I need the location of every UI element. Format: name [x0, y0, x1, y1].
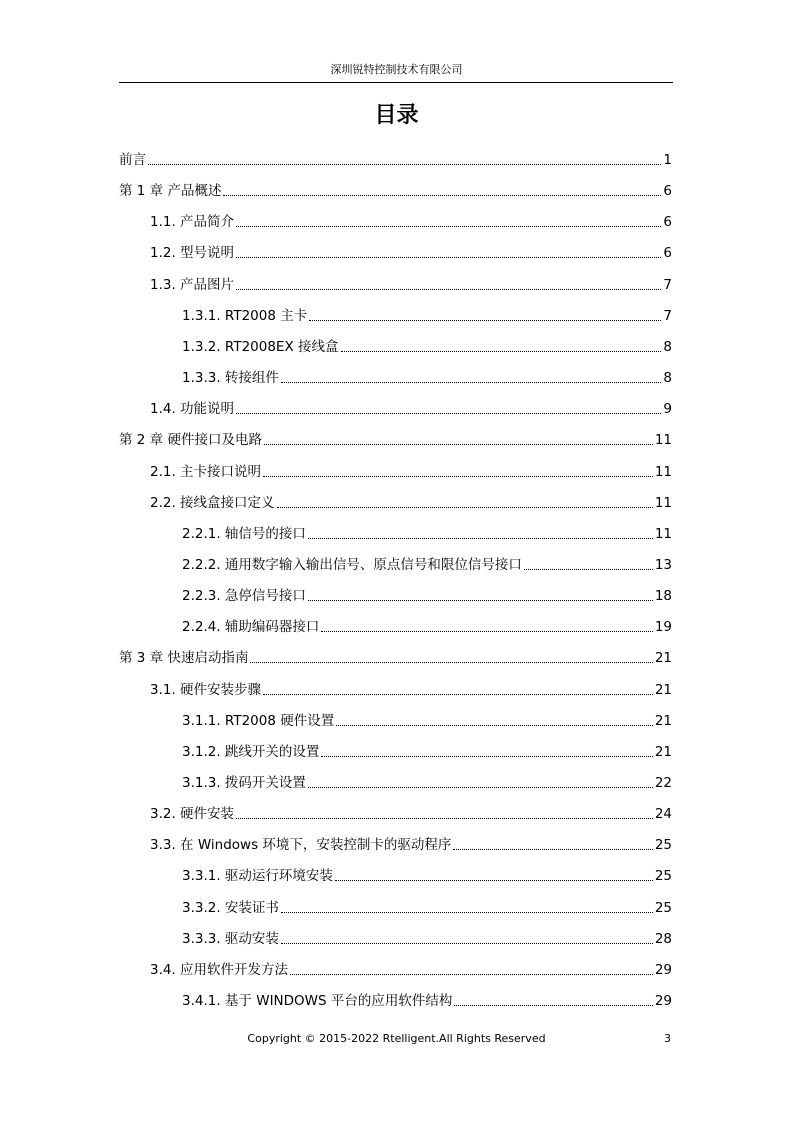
- toc-entry-page: 25: [654, 899, 672, 916]
- toc-entry-page: 11: [654, 463, 672, 480]
- toc-entry[interactable]: [150, 801, 672, 823]
- toc-entry[interactable]: [119, 178, 672, 200]
- toc-entry[interactable]: [182, 988, 672, 1010]
- toc-entry[interactable]: [150, 459, 672, 481]
- toc-dot-leader: [277, 507, 653, 508]
- toc-dot-leader: [263, 476, 653, 477]
- toc-entry[interactable]: [150, 272, 672, 294]
- toc-entry-page: 9: [663, 401, 672, 418]
- toc-entry-page: 6: [663, 245, 672, 262]
- toc-entry[interactable]: [182, 365, 672, 387]
- toc-entry-label: 1.2. 型号说明: [150, 245, 235, 262]
- toc-entry[interactable]: [182, 863, 672, 885]
- toc-entry[interactable]: [182, 895, 672, 917]
- toc-entry[interactable]: [150, 209, 672, 231]
- toc-entry-label: 2.2. 接线盒接口定义: [150, 494, 275, 511]
- toc-entry-page: 13: [654, 556, 672, 573]
- toc-entry-page: 21: [654, 681, 672, 698]
- toc-entry-page: 18: [654, 588, 672, 605]
- toc-entry-label: 2.2.1. 轴信号的接口: [182, 525, 306, 542]
- toc-entry-page: 21: [654, 712, 672, 729]
- toc-entry-page: 19: [654, 619, 672, 636]
- toc-dot-leader: [148, 164, 661, 165]
- toc-entry-label: 3.1. 硬件安装步骤: [150, 681, 262, 698]
- toc-entry-label: 2.2.3. 急停信号接口: [182, 588, 306, 605]
- toc-entry[interactable]: [150, 490, 672, 512]
- toc-entry-page: 11: [654, 494, 672, 511]
- toc-dot-leader: [335, 880, 653, 881]
- toc-dot-leader: [308, 787, 653, 788]
- toc-entry[interactable]: [119, 645, 672, 667]
- toc-entry[interactable]: [182, 303, 672, 325]
- toc-entry-label: 3.1.3. 拨码开关设置: [182, 775, 306, 791]
- toc-entry-page: 11: [654, 525, 672, 542]
- toc-entry-label: 3.4. 应用软件开发方法: [150, 961, 289, 978]
- toc-dot-leader: [281, 943, 653, 944]
- toc-entry[interactable]: [182, 552, 672, 574]
- toc-entry[interactable]: [119, 147, 672, 169]
- toc-entry-label: 3.1.1. RT2008 硬件设置: [182, 712, 335, 729]
- toc-entry-label: 3.2. 硬件安装: [150, 806, 235, 823]
- toc-entry-label: 3.3.1. 驱动运行环境安装: [182, 868, 333, 885]
- toc-dot-leader: [250, 662, 652, 663]
- toc-entry[interactable]: [182, 614, 672, 636]
- toc-entry-page: 25: [654, 837, 672, 854]
- toc-entry-label: 2.2.2. 通用数字输入输出信号、原点信号和限位信号接口: [182, 556, 522, 573]
- toc-entry[interactable]: [119, 427, 672, 449]
- toc-dot-leader: [236, 413, 661, 414]
- toc-entry-label: 3.1.2. 跳线开关的设置: [182, 743, 320, 760]
- toc-dot-leader: [308, 600, 653, 601]
- toc-dot-leader: [263, 694, 653, 695]
- toc-dot-leader: [236, 289, 661, 290]
- toc-entry-page: 6: [663, 214, 672, 231]
- toc-entry[interactable]: [150, 832, 672, 854]
- toc-dot-leader: [309, 320, 661, 321]
- toc-dot-leader: [524, 569, 653, 570]
- toc-entry[interactable]: [182, 770, 672, 792]
- toc-entry-label: 3.4.1. 基于 WINDOWS 平台的应用软件结构: [182, 993, 453, 1010]
- toc-dot-leader: [454, 1005, 652, 1006]
- toc-entry-page: 7: [663, 276, 672, 293]
- toc-entry[interactable]: [182, 334, 672, 356]
- toc-entry-label: 3.3. 在 Windows 环境下，安装控制卡的驱动程序: [150, 837, 452, 854]
- toc-entry-page: 8: [663, 370, 672, 387]
- toc-entry[interactable]: [182, 739, 672, 761]
- toc-dot-leader: [236, 818, 653, 819]
- toc-entry-label: 第 2 章 硬件接口及电路: [119, 432, 262, 449]
- page-header-company: 深圳锐特控制技术有限公司: [330, 63, 463, 76]
- toc-dot-leader: [290, 974, 653, 975]
- toc-entry-label: 2.1. 主卡接口说明: [150, 463, 262, 480]
- toc-entry-page: 1: [663, 152, 672, 168]
- page-number: 3: [664, 1032, 671, 1045]
- toc-entry-page: 6: [663, 183, 672, 200]
- toc-entry-label: 2.2.4. 辅助编码器接口: [182, 619, 320, 636]
- toc-entry-page: 21: [654, 650, 672, 667]
- toc-dot-leader: [281, 382, 661, 383]
- toc-entry-label: 第 3 章 快速启动指南: [119, 650, 249, 667]
- toc-dot-leader: [341, 351, 662, 352]
- toc-dot-leader: [264, 444, 653, 445]
- toc-dot-leader: [236, 226, 661, 227]
- toc-dot-leader: [336, 725, 653, 726]
- toc-entry-page: 25: [654, 868, 672, 885]
- toc-dot-leader: [321, 756, 652, 757]
- toc-entry-label: 1.3.3. 转接组件: [182, 370, 279, 387]
- toc-entry-label: 1.1. 产品简介: [150, 214, 235, 231]
- toc-dot-leader: [236, 257, 661, 258]
- toc-entry[interactable]: [150, 957, 672, 979]
- toc-dot-leader: [281, 912, 653, 913]
- toc-entry-label: 1.3.2. RT2008EX 接线盒: [182, 338, 339, 355]
- toc-entry[interactable]: [182, 708, 672, 730]
- toc-dot-leader: [453, 849, 652, 850]
- toc-entry[interactable]: [182, 926, 672, 948]
- toc-dot-leader: [223, 195, 661, 196]
- toc-dot-leader: [308, 538, 653, 539]
- header-rule: [119, 82, 673, 83]
- toc-entry-page: 29: [654, 961, 672, 978]
- toc-entry-page: 28: [654, 930, 672, 947]
- toc-entry-page: 21: [654, 743, 672, 760]
- toc-entry-label: 1.4. 功能说明: [150, 401, 235, 418]
- toc-entry-page: 22: [654, 775, 672, 791]
- toc-entry-label: 3.3.3. 驱动安装: [182, 930, 279, 947]
- toc-entry[interactable]: [150, 396, 672, 418]
- toc-entry-page: 24: [654, 806, 672, 823]
- toc-entry[interactable]: [182, 583, 672, 605]
- toc-entry-page: 11: [654, 432, 672, 449]
- toc-entry-page: 29: [654, 993, 672, 1010]
- toc-entry[interactable]: [182, 521, 672, 543]
- toc-entry-page: 7: [663, 307, 672, 324]
- toc-entry[interactable]: [150, 240, 672, 262]
- toc-entry-label: 前言: [119, 152, 146, 168]
- toc-entry-label: 1.3. 产品图片: [150, 276, 235, 293]
- toc-entry-label: 1.3.1. RT2008 主卡: [182, 307, 308, 324]
- toc-title: 目录: [374, 103, 419, 128]
- footer-copyright: Copyright © 2015-2022 Rtelligent.All Rights Reserved: [247, 1032, 546, 1045]
- toc-dot-leader: [321, 631, 652, 632]
- toc-entry[interactable]: [150, 677, 672, 699]
- toc-entry-page: 8: [663, 338, 672, 355]
- toc-entry-label: 3.3.2. 安装证书: [182, 899, 279, 916]
- toc-entry-label: 第 1 章 产品概述: [119, 183, 222, 200]
